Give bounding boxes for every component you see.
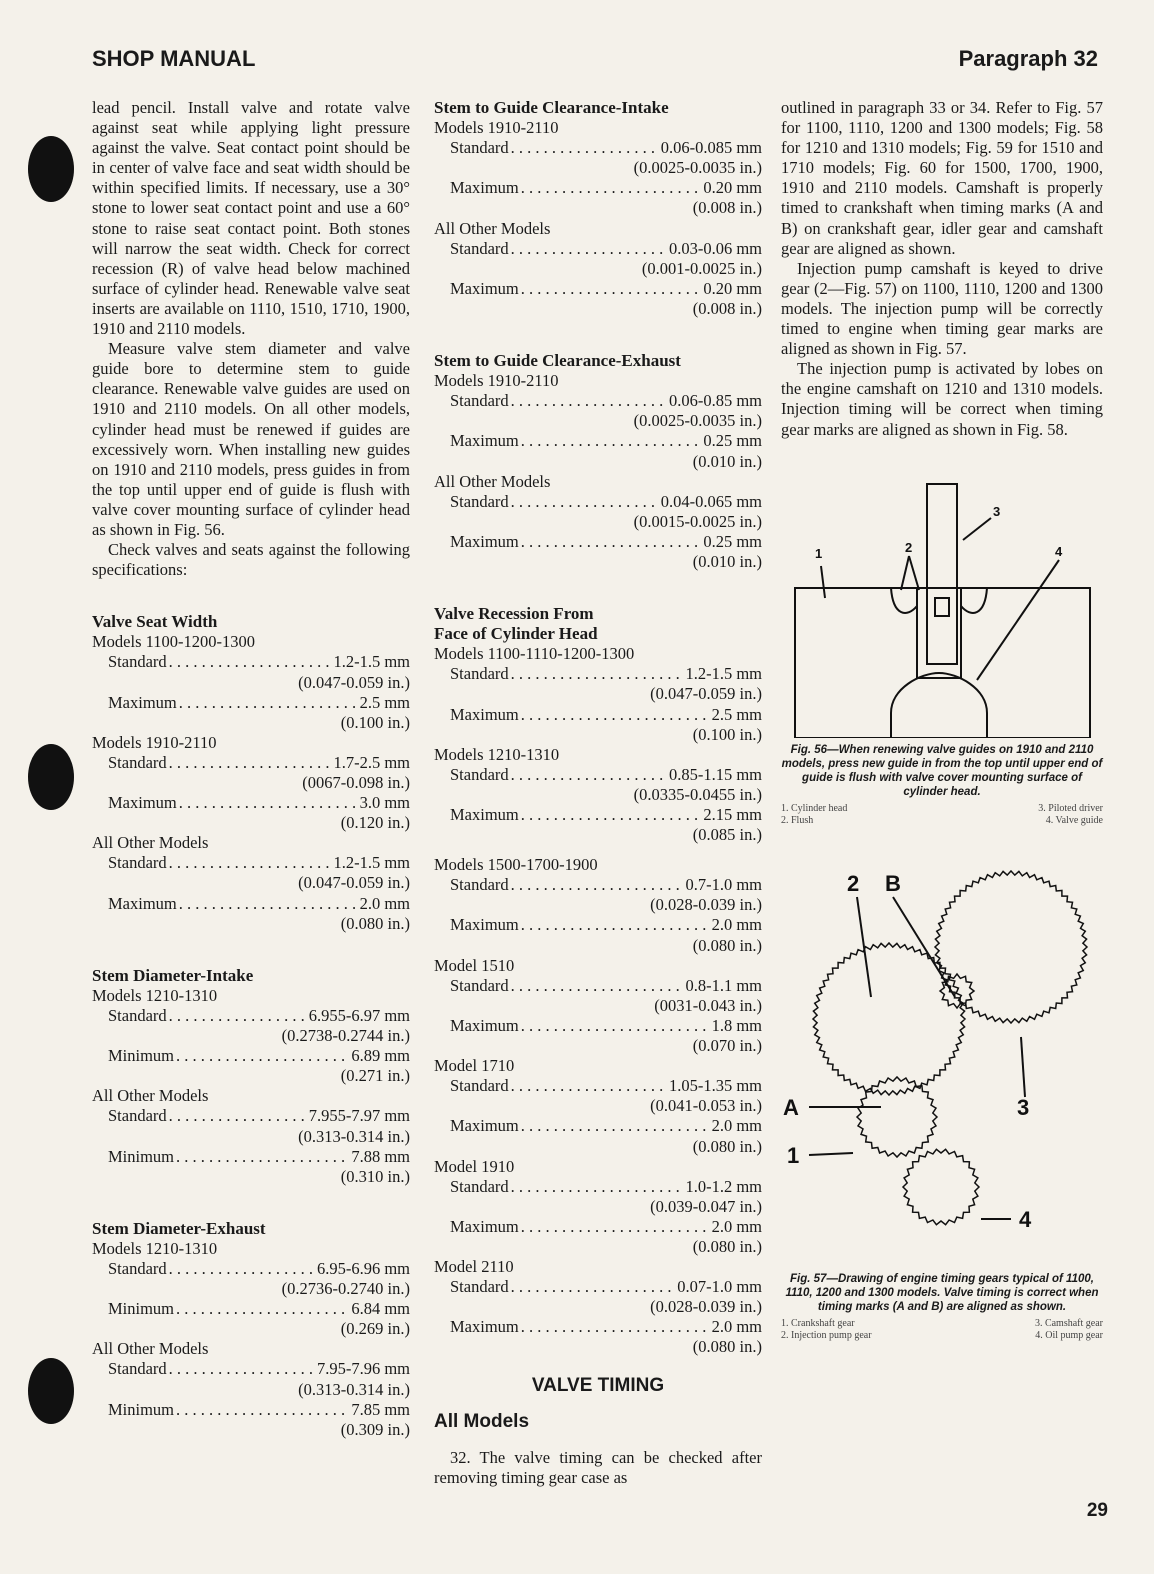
models-label: Model 1510 bbox=[434, 955, 515, 975]
spec-group bbox=[92, 733, 410, 833]
spec-label: Maximum bbox=[450, 915, 519, 935]
spec-row bbox=[434, 239, 762, 259]
label-1: 1 bbox=[787, 1142, 800, 1168]
leader-1 bbox=[809, 1153, 853, 1155]
spec-label: Standard bbox=[450, 491, 509, 511]
spec-alt: (0.028-0.039 in.) bbox=[650, 895, 762, 915]
spec-row bbox=[434, 1016, 762, 1036]
label-a: A bbox=[783, 1094, 799, 1120]
figure-caption: Fig. 57—Drawing of engine timing gears typical of 1100, 1110, 1200 and 1300 models. Valve timing is correct when timing marks (A and B) are aligned as shown. bbox=[785, 1272, 1099, 1313]
spec-row bbox=[434, 391, 762, 411]
spec-row bbox=[434, 875, 762, 895]
spec-alt: (0.080 in.) bbox=[692, 1337, 762, 1357]
spec-label: Standard bbox=[450, 875, 509, 895]
label-b: B bbox=[885, 870, 901, 896]
leader-2 bbox=[857, 897, 871, 997]
spec-value: 2.0 mm bbox=[711, 915, 762, 935]
spec-label: Maximum bbox=[450, 1216, 519, 1236]
spec-label: Maximum bbox=[450, 1015, 519, 1035]
legend-item: 1. Crankshaft gear bbox=[781, 1317, 855, 1329]
oil-pump-gear bbox=[903, 1149, 979, 1224]
spec-value: 7.95-7.96 mm bbox=[316, 1359, 410, 1379]
spec-alt: (0.2736-0.2740 in.) bbox=[281, 1279, 410, 1299]
spec-value: 6.84 mm bbox=[351, 1299, 410, 1319]
running-header-right: Paragraph 32 bbox=[958, 46, 1098, 71]
spec-alt: (0.041-0.053 in.) bbox=[650, 1096, 762, 1116]
paragraph: Check valves and seats against the following specifications: bbox=[92, 540, 410, 580]
spec-group bbox=[434, 371, 762, 471]
spec-alt: (0.080 in.) bbox=[340, 913, 410, 933]
spec-label: Standard bbox=[108, 853, 167, 873]
spec-row bbox=[434, 431, 762, 451]
spec-label: Minimum bbox=[108, 1299, 175, 1319]
piloted-driver bbox=[927, 484, 957, 664]
models-label: Models 1210-1310 bbox=[434, 744, 560, 764]
paragraph: lead pencil. Install valve and rotate valve against seat while applying light pressure against the valve. Seat contact point should be in center of valve face and seat width should be within specified limits. If necessary, use a 30° stone to lower seat contact point and use a 60° stone to raise seat contact point. Both stones will narrow the seat width. Check for correct recession (R) of valve head below machined surface of cylinder head. Renewable valve seat inserts are available on 1110, 1510, 1710, 1900, 1910 and 2110 models. bbox=[92, 98, 410, 339]
spec-value: 0.06-0.85 mm bbox=[668, 391, 762, 411]
spec-row bbox=[434, 1277, 762, 1297]
spec-alt: (0.080 in.) bbox=[692, 935, 762, 955]
spec-value: 0.85-1.15 mm bbox=[668, 764, 762, 784]
spec-alt: (0.0025-0.0035 in.) bbox=[633, 411, 762, 431]
spec-group bbox=[434, 219, 762, 319]
models-label: Model 2110 bbox=[434, 1257, 514, 1277]
legend-item: 3. Piloted driver bbox=[1038, 802, 1103, 814]
callout-2: 2 bbox=[905, 539, 913, 555]
spec-heading-line2: Face of Cylinder Head bbox=[434, 624, 598, 644]
models-label: All Other Models bbox=[92, 833, 209, 853]
valve-guide-diagram bbox=[781, 448, 1103, 738]
spec-alt: (0.313-0.314 in.) bbox=[298, 1126, 410, 1146]
spec-value: 2.5 mm bbox=[711, 704, 762, 724]
spec-label: Standard bbox=[108, 1005, 167, 1025]
spec-row bbox=[434, 805, 762, 825]
spec-alt: (0.2738-0.2744 in.) bbox=[281, 1026, 410, 1046]
spec-value: 0.07-1.0 mm bbox=[677, 1277, 762, 1297]
spec-row bbox=[92, 1147, 410, 1167]
spec-heading: Stem Diameter-Exhaust bbox=[92, 1218, 266, 1238]
spec-alt: (0.010 in.) bbox=[692, 551, 762, 571]
spec-value: 2.0 mm bbox=[711, 1317, 762, 1337]
spec-value: 1.2-1.5 mm bbox=[333, 652, 410, 672]
binder-hole bbox=[28, 744, 74, 810]
section-subtitle: All Models bbox=[434, 1410, 530, 1432]
spec-alt: (0.100 in.) bbox=[340, 712, 410, 732]
callout-4: 4 bbox=[1055, 543, 1063, 559]
spec-value: 0.06-0.085 mm bbox=[660, 138, 762, 158]
spec-row bbox=[434, 976, 762, 996]
timing-gears-diagram bbox=[781, 857, 1103, 1267]
spec-value: 0.7-1.0 mm bbox=[685, 875, 762, 895]
spec-row bbox=[92, 652, 410, 672]
label-2: 2 bbox=[847, 870, 860, 896]
spec-group bbox=[434, 118, 762, 218]
spec-alt: (0.269 in.) bbox=[340, 1319, 410, 1339]
spec-value: 2.0 mm bbox=[711, 1116, 762, 1136]
spec-label: Standard bbox=[450, 664, 509, 684]
spec-alt: (0.100 in.) bbox=[692, 724, 762, 744]
spec-row bbox=[434, 532, 762, 552]
spec-row bbox=[92, 1359, 410, 1379]
spec-value: 1.8 mm bbox=[711, 1015, 762, 1035]
spec-label: Minimum bbox=[108, 1046, 175, 1066]
callout-1: 1 bbox=[815, 545, 823, 561]
spec-label: Standard bbox=[108, 752, 167, 772]
spec-value: 0.20 mm bbox=[703, 278, 762, 298]
spec-row bbox=[92, 1259, 410, 1279]
binder-hole bbox=[28, 136, 74, 202]
spec-group bbox=[434, 1056, 762, 1156]
spec-label: Standard bbox=[108, 1106, 167, 1126]
spec-label: Standard bbox=[450, 138, 509, 158]
section-title: VALVE TIMING bbox=[531, 1374, 665, 1396]
spec-heading: Stem to Guide Clearance-Exhaust bbox=[434, 351, 681, 371]
spec-group bbox=[434, 1257, 762, 1357]
models-label: Models 1100-1110-1200-1300 bbox=[434, 644, 635, 664]
callout-3: 3 bbox=[993, 503, 1001, 519]
spec-label: Maximum bbox=[108, 793, 177, 813]
spec-group bbox=[434, 472, 762, 572]
spec-row bbox=[92, 1006, 410, 1026]
spec-label: Maximum bbox=[450, 278, 519, 298]
spec-heading: Stem to Guide Clearance-Intake bbox=[434, 98, 669, 117]
models-label: Models 1910-2110 bbox=[92, 732, 217, 752]
spec-row bbox=[434, 915, 762, 935]
spec-label: Minimum bbox=[108, 1399, 175, 1419]
spec-label: Standard bbox=[108, 652, 167, 672]
spec-alt: (0.039-0.047 in.) bbox=[650, 1196, 762, 1216]
spec-label: Maximum bbox=[450, 431, 519, 451]
spec-value: 1.05-1.35 mm bbox=[668, 1076, 762, 1096]
legend-item: 4. Valve guide bbox=[1045, 814, 1103, 826]
spec-row bbox=[92, 693, 410, 713]
paragraph: Injection pump camshaft is keyed to drive gear (2—Fig. 57) on 1100, 1110, 1200 and 1300 models. The injection pump will be correctly timed to engine when timing gear marks are aligned as shown in Fig. 57. bbox=[781, 258, 1103, 359]
spec-group bbox=[434, 855, 762, 955]
spec-value: 6.955-6.97 mm bbox=[308, 1005, 410, 1025]
spec-row bbox=[434, 492, 762, 512]
spec-value: 0.04-0.065 mm bbox=[660, 491, 762, 511]
spec-alt: (0031-0.043 in.) bbox=[654, 995, 762, 1015]
models-label: Models 1210-1310 bbox=[92, 1238, 218, 1258]
models-label: All Other Models bbox=[92, 1086, 209, 1106]
column-1 bbox=[92, 98, 410, 1440]
spec-label: Maximum bbox=[450, 704, 519, 724]
column-3 bbox=[781, 98, 1103, 1342]
spec-group bbox=[92, 632, 410, 732]
spec-label: Standard bbox=[450, 1076, 509, 1096]
leader-1 bbox=[821, 566, 825, 598]
figure-57 bbox=[781, 857, 1103, 1342]
spec-row bbox=[434, 1177, 762, 1197]
spec-alt: (0.120 in.) bbox=[340, 813, 410, 833]
spec-label: Standard bbox=[108, 1359, 167, 1379]
spec-group bbox=[92, 833, 410, 933]
spec-value: 6.95-6.96 mm bbox=[316, 1258, 410, 1278]
running-header-left: SHOP MANUAL bbox=[92, 46, 256, 71]
spec-label: Standard bbox=[450, 975, 509, 995]
spec-label: Standard bbox=[450, 1277, 509, 1297]
leader-2b bbox=[909, 556, 919, 590]
spec-row bbox=[92, 853, 410, 873]
spec-group bbox=[92, 1339, 410, 1439]
spec-row bbox=[92, 1400, 410, 1420]
spec-alt: (0.080 in.) bbox=[692, 1136, 762, 1156]
label-4: 4 bbox=[1019, 1206, 1032, 1232]
legend-item: 2. Injection pump gear bbox=[781, 1329, 872, 1341]
spec-label: Maximum bbox=[450, 178, 519, 198]
spec-label: Maximum bbox=[108, 893, 177, 913]
spec-label: Maximum bbox=[450, 1116, 519, 1136]
spec-row bbox=[434, 138, 762, 158]
models-label: Model 1910 bbox=[434, 1156, 515, 1176]
column-2 bbox=[434, 98, 762, 1488]
leader-4 bbox=[977, 560, 1059, 680]
spec-group bbox=[434, 745, 762, 845]
paragraph: Measure valve stem diameter and valve guide bore to determine stem to guide clearance. Renewable valve guides are used on 1910 and 2110 models. On all other models, cylinder head must be renewed if guides are excessively worn. When installing new guides on 1910 and 2110 models, press guides in from the top until upper end of guide is flush with valve cover mounting surface of cylinder head as shown in Fig. 56. bbox=[92, 339, 410, 539]
figure-legend bbox=[781, 1318, 1103, 1342]
spec-value: 2.0 mm bbox=[711, 1216, 762, 1236]
spec-alt: (0.010 in.) bbox=[692, 451, 762, 471]
spec-group bbox=[92, 1239, 410, 1339]
spec-label: Maximum bbox=[450, 531, 519, 551]
models-label: Models 1910-2110 bbox=[434, 371, 559, 391]
spec-row bbox=[92, 1299, 410, 1319]
figure-caption: Fig. 56—When renewing valve guides on 1910 and 2110 models, press new guide in from the top until upper end of guide is flush with valve cover mounting surface of cylinder head. bbox=[781, 743, 1103, 798]
spec-row bbox=[434, 1076, 762, 1096]
spec-alt: (0.047-0.059 in.) bbox=[298, 873, 410, 893]
spec-label: Standard bbox=[450, 764, 509, 784]
spec-alt: (0.008 in.) bbox=[692, 298, 762, 318]
spec-row bbox=[434, 1116, 762, 1136]
spec-alt: (0.080 in.) bbox=[692, 1236, 762, 1256]
legend-item: 1. Cylinder head bbox=[781, 802, 848, 814]
spec-row bbox=[434, 765, 762, 785]
spec-alt: (0.0015-0.0025 in.) bbox=[633, 511, 762, 531]
spec-value: 6.89 mm bbox=[351, 1046, 410, 1066]
spec-label: Maximum bbox=[108, 692, 177, 712]
spec-label: Standard bbox=[450, 238, 509, 258]
spec-row bbox=[434, 1317, 762, 1337]
models-label: Models 1210-1310 bbox=[92, 985, 218, 1005]
flush-notch-right bbox=[961, 588, 987, 613]
spec-alt: (0.085 in.) bbox=[692, 825, 762, 845]
paragraph: The injection pump is activated by lobes on the engine camshaft on 1210 and 1310 models. Injection timing will be correct when timing gear marks are aligned as shown in Fig. 58. bbox=[781, 359, 1103, 439]
spec-value: 1.2-1.5 mm bbox=[685, 664, 762, 684]
models-label: All Other Models bbox=[434, 218, 551, 238]
spec-value: 7.88 mm bbox=[351, 1146, 410, 1166]
spec-heading: Valve Seat Width bbox=[92, 612, 218, 632]
models-label: All Other Models bbox=[434, 471, 551, 491]
spec-label: Maximum bbox=[450, 805, 519, 824]
spec-heading: Valve Recession From bbox=[434, 604, 594, 624]
legend-item: 2. Flush bbox=[781, 814, 814, 826]
spec-alt: (0.310 in.) bbox=[340, 1166, 410, 1186]
spec-group bbox=[434, 644, 762, 744]
spec-alt: (0.047-0.059 in.) bbox=[298, 672, 410, 692]
spec-alt: (0.047-0.059 in.) bbox=[650, 684, 762, 704]
spec-row bbox=[92, 1046, 410, 1066]
spec-group bbox=[92, 1086, 410, 1186]
spec-label: Maximum bbox=[450, 1317, 519, 1337]
paragraph: outlined in paragraph 33 or 34. Refer to Fig. 57 for 1100, 1110, 1200 and 1300 models; Fig. 58 for 1210 and 1310 models; Fig. 59 for 1510 and 1710 models; Fig. 60 for 1500, 1700, 1900, 1910 and 2110 models. Camshaft is properly timed to crankshaft when timing marks (A and B) on crankshaft gear, idler gear and camshaft gear are aligned as shown. bbox=[781, 98, 1103, 258]
valve-port bbox=[891, 673, 987, 738]
spec-row bbox=[92, 793, 410, 813]
spec-group bbox=[434, 1157, 762, 1257]
spec-alt: (0.070 in.) bbox=[692, 1036, 762, 1056]
spec-alt: (0.0335-0.0455 in.) bbox=[633, 784, 762, 804]
spec-row bbox=[434, 705, 762, 725]
spec-value: 1.0-1.2 mm bbox=[685, 1176, 762, 1196]
spec-value: 3.0 mm bbox=[359, 793, 410, 813]
spec-row bbox=[92, 753, 410, 773]
spec-value: 7.85 mm bbox=[351, 1399, 410, 1419]
spec-label: Standard bbox=[108, 1258, 167, 1278]
spec-value: 0.25 mm bbox=[703, 431, 762, 451]
leader-3 bbox=[963, 518, 991, 540]
spec-value: 1.2-1.5 mm bbox=[333, 853, 410, 873]
spec-heading: Stem Diameter-Intake bbox=[92, 965, 254, 985]
binder-hole bbox=[28, 1358, 74, 1424]
spec-value: 0.8-1.1 mm bbox=[685, 975, 762, 995]
spec-alt: (0.313-0.314 in.) bbox=[298, 1379, 410, 1399]
figure-56 bbox=[781, 448, 1103, 827]
page-number: 29 bbox=[1086, 1500, 1108, 1521]
spec-row bbox=[434, 1217, 762, 1237]
spec-value: 1.7-2.5 mm bbox=[333, 752, 410, 772]
spec-value: 0.25 mm bbox=[703, 531, 762, 551]
models-label: Models 1100-1200-1300 bbox=[92, 632, 256, 652]
spec-label: Standard bbox=[450, 1176, 509, 1196]
spec-value: 2.15 mm bbox=[703, 805, 762, 824]
spec-value: 0.03-0.06 mm bbox=[668, 238, 762, 258]
figure-legend bbox=[781, 803, 1103, 827]
models-label: Model 1710 bbox=[434, 1056, 515, 1076]
spec-label: Standard bbox=[450, 391, 509, 411]
models-label: Models 1910-2110 bbox=[434, 118, 559, 138]
spec-row bbox=[92, 894, 410, 914]
spec-row bbox=[434, 279, 762, 299]
label-3: 3 bbox=[1017, 1094, 1030, 1120]
spec-alt: (0067-0.098 in.) bbox=[302, 773, 410, 792]
leader-3 bbox=[1021, 1037, 1025, 1097]
spec-alt: (0.271 in.) bbox=[340, 1066, 410, 1086]
spec-alt: (0.309 in.) bbox=[340, 1419, 410, 1439]
flush-notch-left bbox=[891, 588, 917, 613]
models-label: All Other Models bbox=[92, 1339, 209, 1359]
spec-alt: (0.0025-0.0035 in.) bbox=[633, 158, 762, 178]
spec-value: 0.20 mm bbox=[703, 178, 762, 198]
spec-alt: (0.008 in.) bbox=[692, 198, 762, 218]
spec-row bbox=[92, 1106, 410, 1126]
spec-row bbox=[434, 664, 762, 684]
spec-value: 7.955-7.97 mm bbox=[308, 1106, 410, 1126]
legend-item: 3. Camshaft gear bbox=[1034, 1317, 1103, 1329]
spec-value: 2.5 mm bbox=[359, 692, 410, 712]
spec-label: Minimum bbox=[108, 1146, 175, 1166]
spec-group bbox=[434, 956, 762, 1056]
spec-group bbox=[92, 986, 410, 1086]
leader-2a bbox=[901, 556, 909, 590]
legend-item: 4. Oil pump gear bbox=[1035, 1329, 1103, 1341]
paragraph: 32. The valve timing can be checked after removing timing gear case as bbox=[434, 1447, 762, 1487]
spec-value: 2.0 mm bbox=[359, 893, 410, 913]
spec-alt: (0.001-0.0025 in.) bbox=[641, 258, 762, 278]
spec-alt: (0.028-0.039 in.) bbox=[650, 1297, 762, 1317]
spec-row bbox=[434, 178, 762, 198]
models-label: Models 1500-1700-1900 bbox=[434, 855, 598, 875]
